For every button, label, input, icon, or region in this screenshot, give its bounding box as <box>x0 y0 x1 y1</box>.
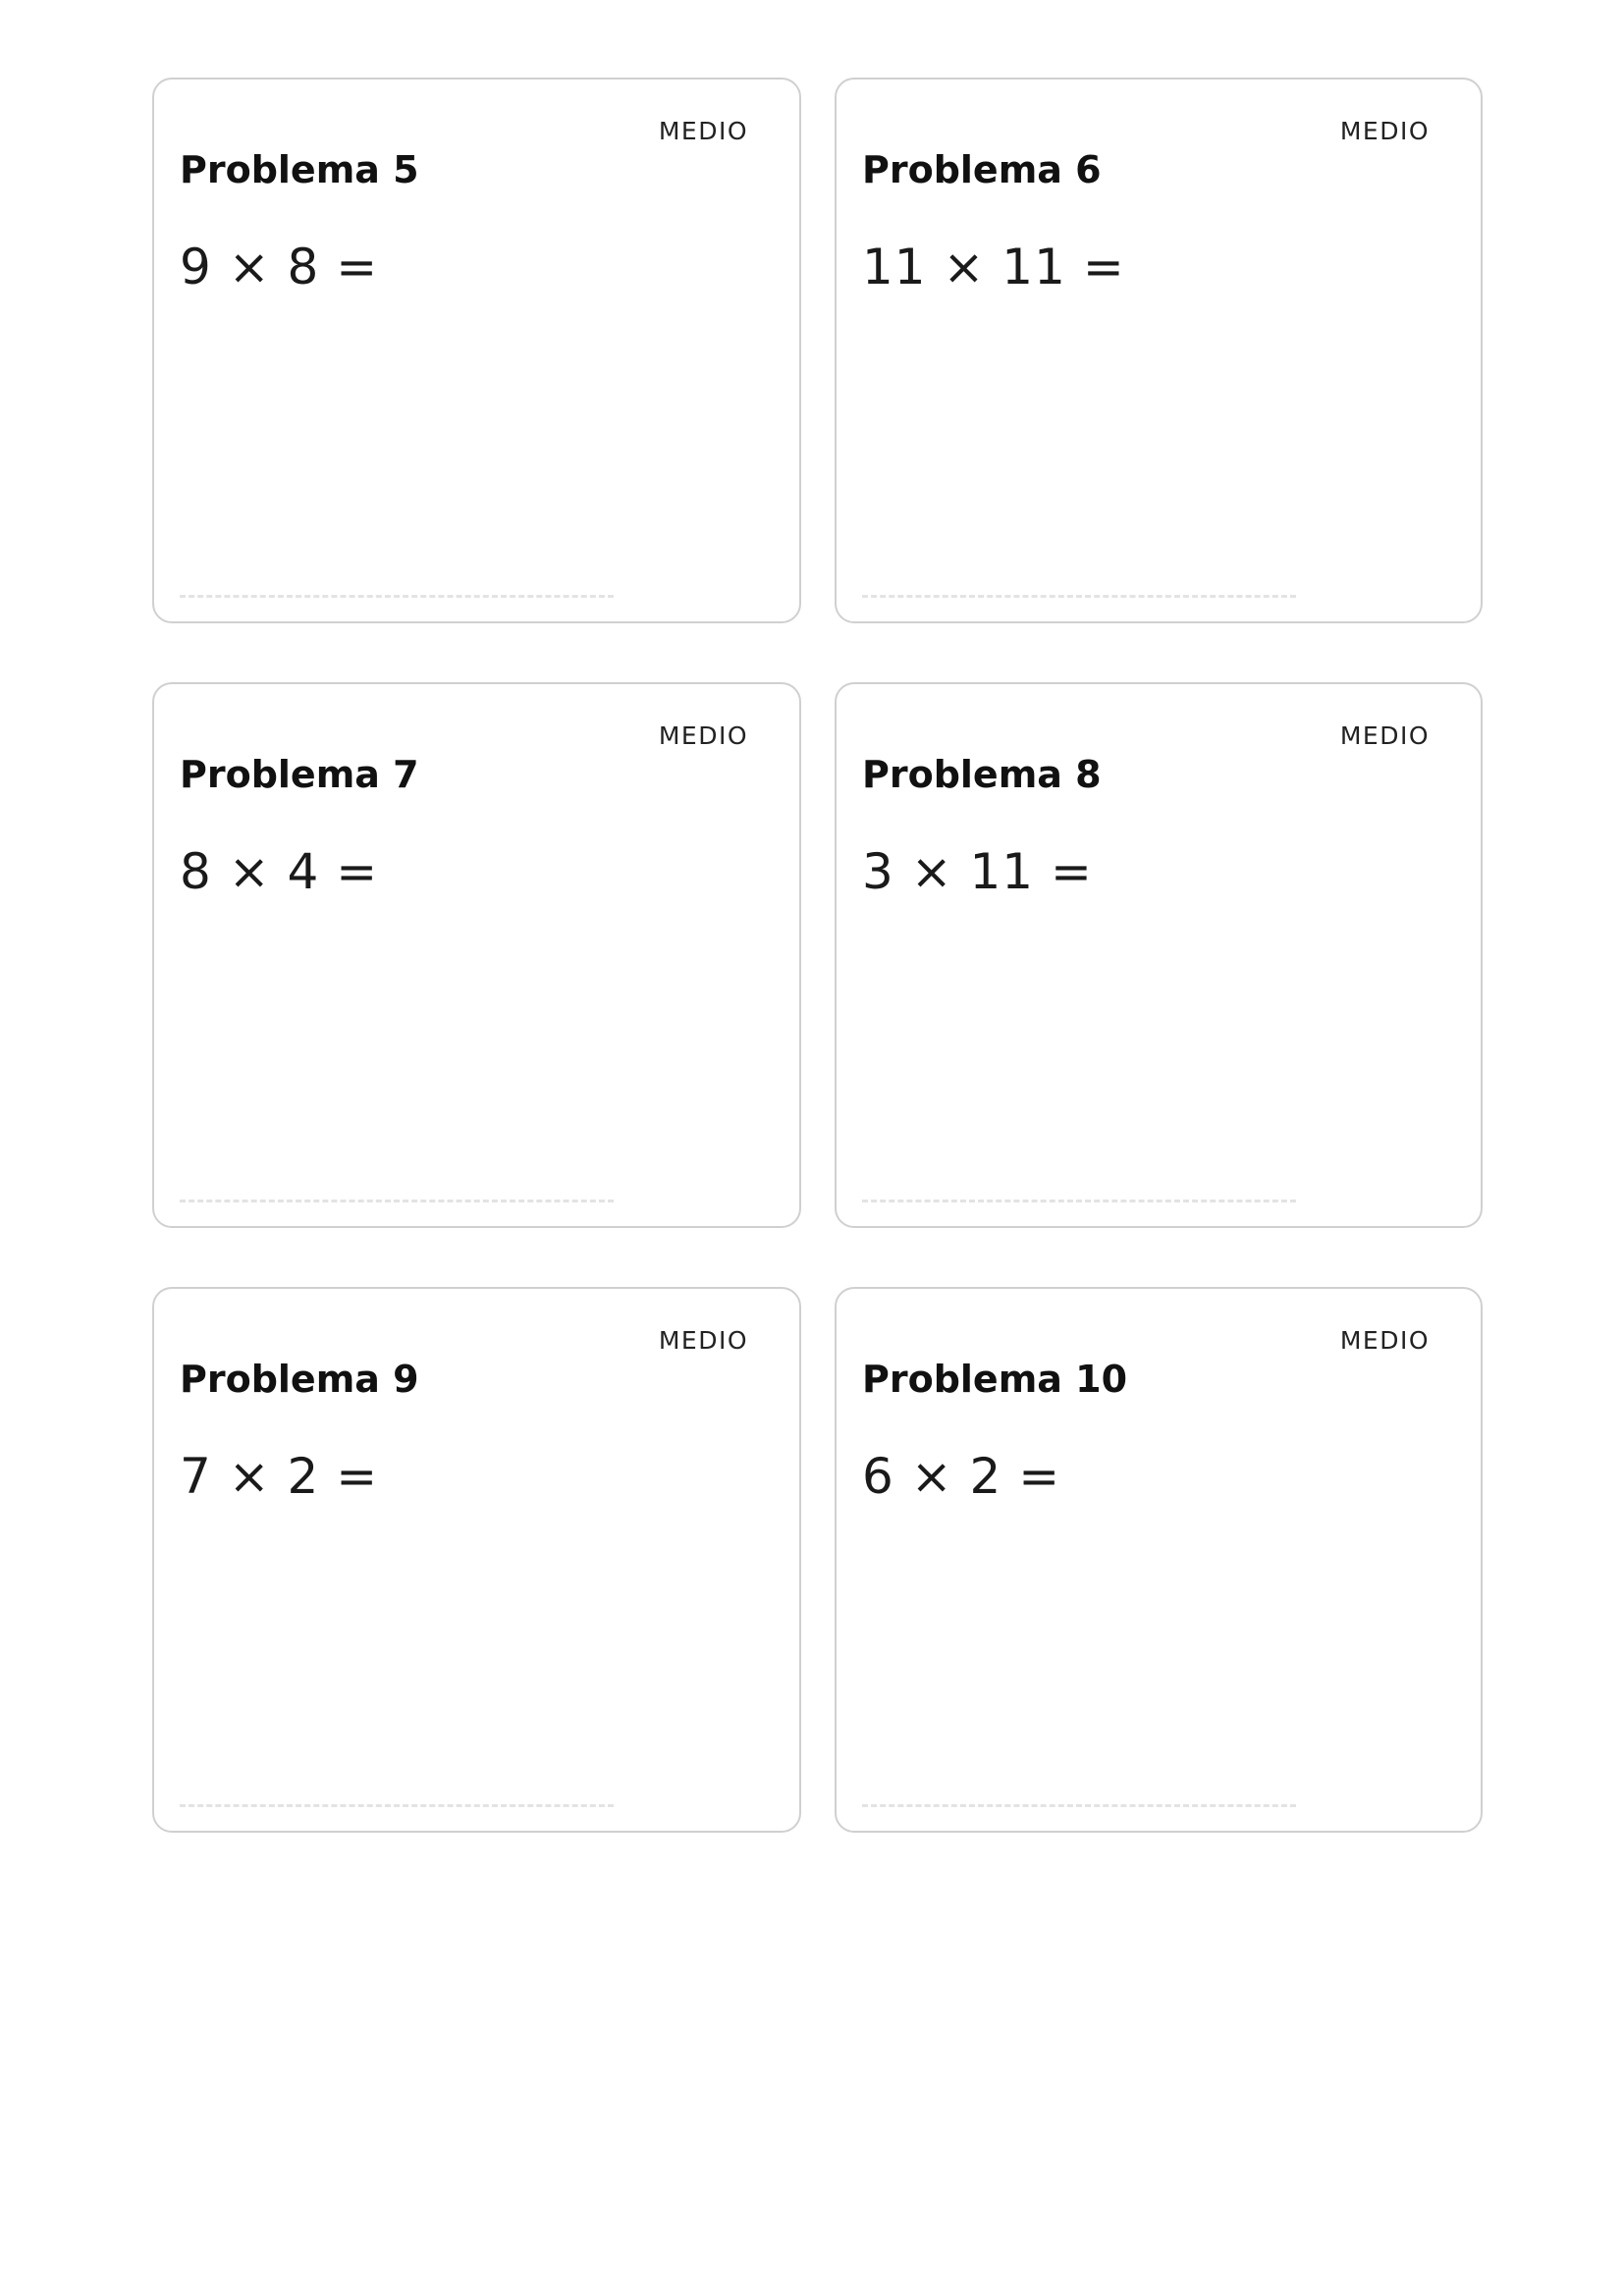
answer-line[interactable] <box>180 1804 614 1807</box>
problem-grid <box>152 78 1483 1833</box>
difficulty-label: MEDIO <box>1339 117 1430 145</box>
problem-card <box>152 682 801 1228</box>
problem-expression: 6 × 2 = <box>862 1448 1061 1505</box>
problem-title: Problema 6 <box>862 148 1102 191</box>
problem-expression: 9 × 8 = <box>180 239 379 295</box>
problem-title: Problema 9 <box>180 1358 419 1401</box>
difficulty-label: MEDIO <box>658 117 748 145</box>
difficulty-label: MEDIO <box>1339 721 1430 750</box>
problem-title: Problema 7 <box>180 753 419 796</box>
problem-card <box>152 78 801 623</box>
problem-card <box>835 1287 1483 1833</box>
answer-line[interactable] <box>862 1804 1296 1807</box>
answer-line[interactable] <box>862 1200 1296 1202</box>
answer-line[interactable] <box>180 1200 614 1202</box>
problem-card <box>152 1287 801 1833</box>
difficulty-label: MEDIO <box>658 721 748 750</box>
problem-expression: 11 × 11 = <box>862 239 1125 295</box>
problem-title: Problema 5 <box>180 148 419 191</box>
problem-card <box>835 78 1483 623</box>
answer-line[interactable] <box>862 595 1296 598</box>
difficulty-label: MEDIO <box>1339 1326 1430 1355</box>
problem-title: Problema 8 <box>862 753 1102 796</box>
problem-expression: 3 × 11 = <box>862 843 1093 900</box>
problem-expression: 7 × 2 = <box>180 1448 379 1505</box>
difficulty-label: MEDIO <box>658 1326 748 1355</box>
problem-expression: 8 × 4 = <box>180 843 379 900</box>
problem-title: Problema 10 <box>862 1358 1128 1401</box>
answer-line[interactable] <box>180 595 614 598</box>
problem-card <box>835 682 1483 1228</box>
